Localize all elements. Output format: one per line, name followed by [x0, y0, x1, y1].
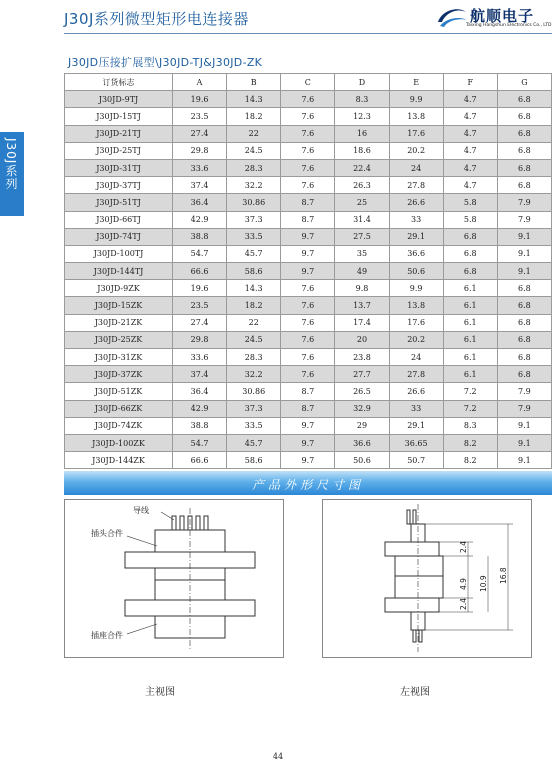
- dimension-cell: 26.6: [389, 383, 443, 400]
- dimension-cell: 7.6: [281, 159, 335, 176]
- order-code-cell: J30JD-25TJ: [65, 142, 173, 159]
- dimension-cell: 6.1: [443, 349, 497, 366]
- dimension-cell: 18.2: [227, 297, 281, 314]
- order-code-cell: J30JD-37TJ: [65, 177, 173, 194]
- dimension-cell: 6.8: [443, 228, 497, 245]
- dimension-cell: 30.86: [227, 194, 281, 211]
- dimension-cell: 19.6: [173, 280, 227, 297]
- dimension-cell: 17.6: [389, 314, 443, 331]
- dimension-cell: 20.2: [389, 142, 443, 159]
- dimension-cell: 58.6: [227, 452, 281, 469]
- dimension-cell: 27.8: [389, 366, 443, 383]
- dimension-cell: 32.9: [335, 400, 389, 417]
- dimension-cell: 33: [389, 400, 443, 417]
- dimension-cell: 36.4: [173, 194, 227, 211]
- order-code-cell: J30JD-21TJ: [65, 125, 173, 142]
- dimension-cell: 23.5: [173, 297, 227, 314]
- dimension-cell: 37.4: [173, 366, 227, 383]
- column-header: B: [227, 74, 281, 91]
- dimension-cell: 6.8: [443, 245, 497, 262]
- dimension-cell: 9.9: [389, 280, 443, 297]
- table-row: [65, 314, 552, 331]
- dimension-cell: 35: [335, 245, 389, 262]
- dimension-cell: 7.6: [281, 177, 335, 194]
- dimension-cell: 6.1: [443, 366, 497, 383]
- table-row: [65, 91, 552, 108]
- dimension-cell: 22: [227, 125, 281, 142]
- order-code-cell: J30JD-144ZK: [65, 452, 173, 469]
- column-header: F: [443, 74, 497, 91]
- dimension-cell: 6.8: [497, 280, 551, 297]
- dimension-cell: 7.6: [281, 314, 335, 331]
- dimension-cell: 7.9: [497, 383, 551, 400]
- dimension-cell: 8.7: [281, 194, 335, 211]
- dimension-cell: 17.6: [389, 125, 443, 142]
- dimension-cell: 6.8: [497, 159, 551, 176]
- dimension-cell: 12.3: [335, 108, 389, 125]
- page-number: 44: [272, 752, 284, 761]
- order-code-cell: J30JD-66ZK: [65, 400, 173, 417]
- order-code-cell: J30JD-37ZK: [65, 366, 173, 383]
- front-view-drawing: [65, 500, 283, 657]
- dimension-cell: 14.3: [227, 280, 281, 297]
- dimension-cell: 6.1: [443, 297, 497, 314]
- dimension-cell: 23.5: [173, 108, 227, 125]
- dimension-cell: 58.6: [227, 263, 281, 280]
- order-code-cell: J30JD-9ZK: [65, 280, 173, 297]
- order-code-cell: J30JD-144TJ: [65, 263, 173, 280]
- order-code-cell: J30JD-66TJ: [65, 211, 173, 228]
- dimension-cell: 42.9: [173, 400, 227, 417]
- header-divider: [64, 33, 552, 34]
- dimension-cell: 36.6: [335, 434, 389, 451]
- dimension-cell: 7.2: [443, 383, 497, 400]
- side-tab: [0, 132, 24, 216]
- dimension-cell: 14.3: [227, 91, 281, 108]
- front-view-panel: [64, 499, 284, 658]
- order-code-cell: J30JD-9TJ: [65, 91, 173, 108]
- table-row: [65, 194, 552, 211]
- side-view-caption: 左视图: [400, 687, 430, 698]
- table-row: [65, 434, 552, 451]
- table-row: [65, 331, 552, 348]
- dimension-cell: 37.3: [227, 211, 281, 228]
- dimension-cell: 37.4: [173, 177, 227, 194]
- order-code-cell: J30JD-15ZK: [65, 297, 173, 314]
- dimension-cell: 24.5: [227, 142, 281, 159]
- dimension-cell: 22.4: [335, 159, 389, 176]
- dimension-cell: 7.6: [281, 91, 335, 108]
- dimension-cell: 36.65: [389, 434, 443, 451]
- dimension-cell: 7.6: [281, 142, 335, 159]
- front-view-caption: 主视图: [145, 687, 175, 698]
- dimension-cell: 7.2: [443, 400, 497, 417]
- dimension-cell: 29: [335, 417, 389, 434]
- dimension-cell: 7.6: [281, 331, 335, 348]
- order-code-cell: J30JD-74ZK: [65, 417, 173, 434]
- order-code-cell: J30JD-74TJ: [65, 228, 173, 245]
- dimension-cell: 26.5: [335, 383, 389, 400]
- table-row: [65, 452, 552, 469]
- table-row: [65, 211, 552, 228]
- dimension-cell: 6.8: [497, 177, 551, 194]
- dimension-cell: 9.1: [497, 452, 551, 469]
- dimension-cell: 29.1: [389, 417, 443, 434]
- dimension-cell: 28.3: [227, 159, 281, 176]
- dimension-cell: 45.7: [227, 434, 281, 451]
- dimension-cell: 7.6: [281, 125, 335, 142]
- dimension-cell: 50.6: [335, 452, 389, 469]
- table-row: [65, 245, 552, 262]
- dimension-cell: 26.6: [389, 194, 443, 211]
- column-header: C: [281, 74, 335, 91]
- dimension-cell: 20: [335, 331, 389, 348]
- dimension-cell: 5.8: [443, 211, 497, 228]
- dimension-cell: 9.7: [281, 434, 335, 451]
- dimension-cell: 16: [335, 125, 389, 142]
- header-title: J30J系列微型矩形电连接器: [64, 10, 249, 28]
- dimension-cell: 66.6: [173, 452, 227, 469]
- dimension-cell: 9.1: [497, 263, 551, 280]
- dimension-cell: 31.4: [335, 211, 389, 228]
- dimension-cell: 6.8: [497, 297, 551, 314]
- dimension-cell: 6.8: [443, 263, 497, 280]
- dimension-cell: 6.8: [497, 349, 551, 366]
- label-plug: 插头合件: [91, 529, 123, 538]
- dimension-cell: 19.6: [173, 91, 227, 108]
- column-header: E: [389, 74, 443, 91]
- dim-16-8: 16.8: [499, 567, 508, 584]
- table-row: [65, 142, 552, 159]
- order-code-cell: J30JD-51TJ: [65, 194, 173, 211]
- side-view-drawing: [323, 500, 531, 657]
- table-row: [65, 125, 552, 142]
- dimension-cell: 9.7: [281, 263, 335, 280]
- dimension-cell: 8.3: [335, 91, 389, 108]
- side-view-panel: [322, 499, 532, 658]
- dimension-cell: 30.86: [227, 383, 281, 400]
- dimension-cell: 4.7: [443, 91, 497, 108]
- dimension-cell: 29.8: [173, 331, 227, 348]
- dimension-cell: 42.9: [173, 211, 227, 228]
- dimension-cell: 4.7: [443, 159, 497, 176]
- dimension-cell: 6.8: [497, 91, 551, 108]
- side-tab-label: J30J系列: [4, 138, 18, 191]
- dimension-table: [64, 73, 552, 469]
- column-header: 订货标志: [65, 74, 173, 91]
- dimension-cell: 24: [389, 159, 443, 176]
- dimension-cell: 7.6: [281, 366, 335, 383]
- dimension-cell: 25: [335, 194, 389, 211]
- logo-subtitle: Taixing Hangshun Electronics Co., LTD: [466, 23, 552, 28]
- dimension-cell: 8.2: [443, 452, 497, 469]
- dimension-cell: 8.3: [443, 417, 497, 434]
- order-code-cell: J30JD-51ZK: [65, 383, 173, 400]
- dimension-cell: 6.8: [497, 125, 551, 142]
- dimension-cell: 9.7: [281, 452, 335, 469]
- dimension-cell: 6.8: [497, 366, 551, 383]
- dimension-cell: 9.8: [335, 280, 389, 297]
- dimension-cell: 24: [389, 349, 443, 366]
- table-row: [65, 159, 552, 176]
- dimension-cell: 9.1: [497, 228, 551, 245]
- dimension-cell: 9.1: [497, 417, 551, 434]
- dimension-cell: 27.4: [173, 314, 227, 331]
- company-logo: [436, 4, 552, 32]
- dimension-cell: 7.6: [281, 297, 335, 314]
- dimension-cell: 9.7: [281, 417, 335, 434]
- dimension-cell: 22: [227, 314, 281, 331]
- dimension-cell: 33.6: [173, 159, 227, 176]
- dimension-cell: 32.2: [227, 177, 281, 194]
- dimension-cell: 27.5: [335, 228, 389, 245]
- table-row: [65, 108, 552, 125]
- dimension-cell: 7.9: [497, 400, 551, 417]
- order-code-cell: J30JD-21ZK: [65, 314, 173, 331]
- dimension-cell: 20.2: [389, 331, 443, 348]
- dimension-cell: 27.7: [335, 366, 389, 383]
- dimension-cell: 28.3: [227, 349, 281, 366]
- dimension-cell: 8.7: [281, 211, 335, 228]
- dimension-cell: 13.7: [335, 297, 389, 314]
- dimension-cell: 27.8: [389, 177, 443, 194]
- order-code-cell: J30JD-25ZK: [65, 331, 173, 348]
- dimension-cell: 7.6: [281, 349, 335, 366]
- dimension-cell: 9.1: [497, 434, 551, 451]
- dimension-cell: 4.7: [443, 177, 497, 194]
- dimension-cell: 36.6: [389, 245, 443, 262]
- dimension-cell: 29.8: [173, 142, 227, 159]
- dimension-cell: 6.1: [443, 280, 497, 297]
- order-code-cell: J30JD-31ZK: [65, 349, 173, 366]
- dimension-cell: 9.7: [281, 245, 335, 262]
- table-row: [65, 400, 552, 417]
- dimension-cell: 6.8: [497, 108, 551, 125]
- dimension-cell: 8.7: [281, 400, 335, 417]
- dimension-cell: 33.6: [173, 349, 227, 366]
- logo-swoosh-icon: [436, 4, 468, 32]
- dimension-cell: 29.1: [389, 228, 443, 245]
- dimension-cell: 54.7: [173, 245, 227, 262]
- dimension-cell: 6.1: [443, 314, 497, 331]
- order-code-cell: J30JD-31TJ: [65, 159, 173, 176]
- table-row: [65, 177, 552, 194]
- dimension-cell: 6.1: [443, 331, 497, 348]
- dimension-cell: 6.8: [497, 331, 551, 348]
- table-row: [65, 228, 552, 245]
- dimension-cell: 8.7: [281, 383, 335, 400]
- dimension-cell: 8.2: [443, 434, 497, 451]
- table-row: [65, 383, 552, 400]
- banner-title: 产品外形尺寸图: [251, 478, 364, 492]
- section-title: J30JD压接扩展型\J30JD-TJ&J30JD-ZK: [68, 56, 263, 69]
- dimension-cell: 33: [389, 211, 443, 228]
- column-header: D: [335, 74, 389, 91]
- dimension-cell: 27.4: [173, 125, 227, 142]
- dim-10-9: 10.9: [479, 575, 488, 592]
- dimension-cell: 13.8: [389, 108, 443, 125]
- dim-2-4-bottom: 2.4: [459, 598, 468, 610]
- dimension-cell: 13.8: [389, 297, 443, 314]
- column-header: G: [497, 74, 551, 91]
- dimension-cell: 37.3: [227, 400, 281, 417]
- dimension-cell: 9.9: [389, 91, 443, 108]
- order-code-cell: J30JD-15TJ: [65, 108, 173, 125]
- dimension-cell: 23.8: [335, 349, 389, 366]
- dimension-cell: 24.5: [227, 331, 281, 348]
- dimension-cell: 54.7: [173, 434, 227, 451]
- dimension-cell: 32.2: [227, 366, 281, 383]
- order-code-cell: J30JD-100TJ: [65, 245, 173, 262]
- dimension-cell: 4.7: [443, 125, 497, 142]
- dimension-cell: 17.4: [335, 314, 389, 331]
- dimension-cell: 38.8: [173, 417, 227, 434]
- dimension-cell: 9.7: [281, 228, 335, 245]
- dimension-cell: 50.7: [389, 452, 443, 469]
- column-header: A: [173, 74, 227, 91]
- dimension-cell: 7.9: [497, 211, 551, 228]
- dimension-cell: 26.3: [335, 177, 389, 194]
- dimension-cell: 7.6: [281, 108, 335, 125]
- label-wire: 导线: [133, 506, 149, 515]
- dim-2-4-top: 2.4: [459, 541, 468, 553]
- dimension-cell: 66.6: [173, 263, 227, 280]
- table-row: [65, 263, 552, 280]
- dimension-cell: 50.6: [389, 263, 443, 280]
- dimension-cell: 7.6: [281, 280, 335, 297]
- dimension-cell: 33.5: [227, 228, 281, 245]
- dimension-cell: 4.7: [443, 108, 497, 125]
- dimension-cell: 7.9: [497, 194, 551, 211]
- table-row: [65, 297, 552, 314]
- dimension-cell: 49: [335, 263, 389, 280]
- dimension-cell: 36.4: [173, 383, 227, 400]
- dimension-cell: 33.5: [227, 417, 281, 434]
- dimension-cell: 6.8: [497, 142, 551, 159]
- dimension-cell: 6.8: [497, 314, 551, 331]
- table-row: [65, 349, 552, 366]
- dimension-cell: 9.1: [497, 245, 551, 262]
- section-banner: [64, 471, 552, 495]
- table-row: [65, 366, 552, 383]
- table-header-row: [65, 74, 552, 91]
- dimension-cell: 18.6: [335, 142, 389, 159]
- order-code-cell: J30JD-100ZK: [65, 434, 173, 451]
- dimension-cell: 5.8: [443, 194, 497, 211]
- table-row: [65, 417, 552, 434]
- dimension-cell: 18.2: [227, 108, 281, 125]
- dimension-cell: 38.8: [173, 228, 227, 245]
- table-row: [65, 280, 552, 297]
- dimension-cell: 45.7: [227, 245, 281, 262]
- label-socket: 插座合件: [91, 631, 123, 640]
- dim-4-9: 4.9: [459, 578, 468, 590]
- logo-brand: 航顺电子: [470, 7, 535, 25]
- dimension-cell: 4.7: [443, 142, 497, 159]
